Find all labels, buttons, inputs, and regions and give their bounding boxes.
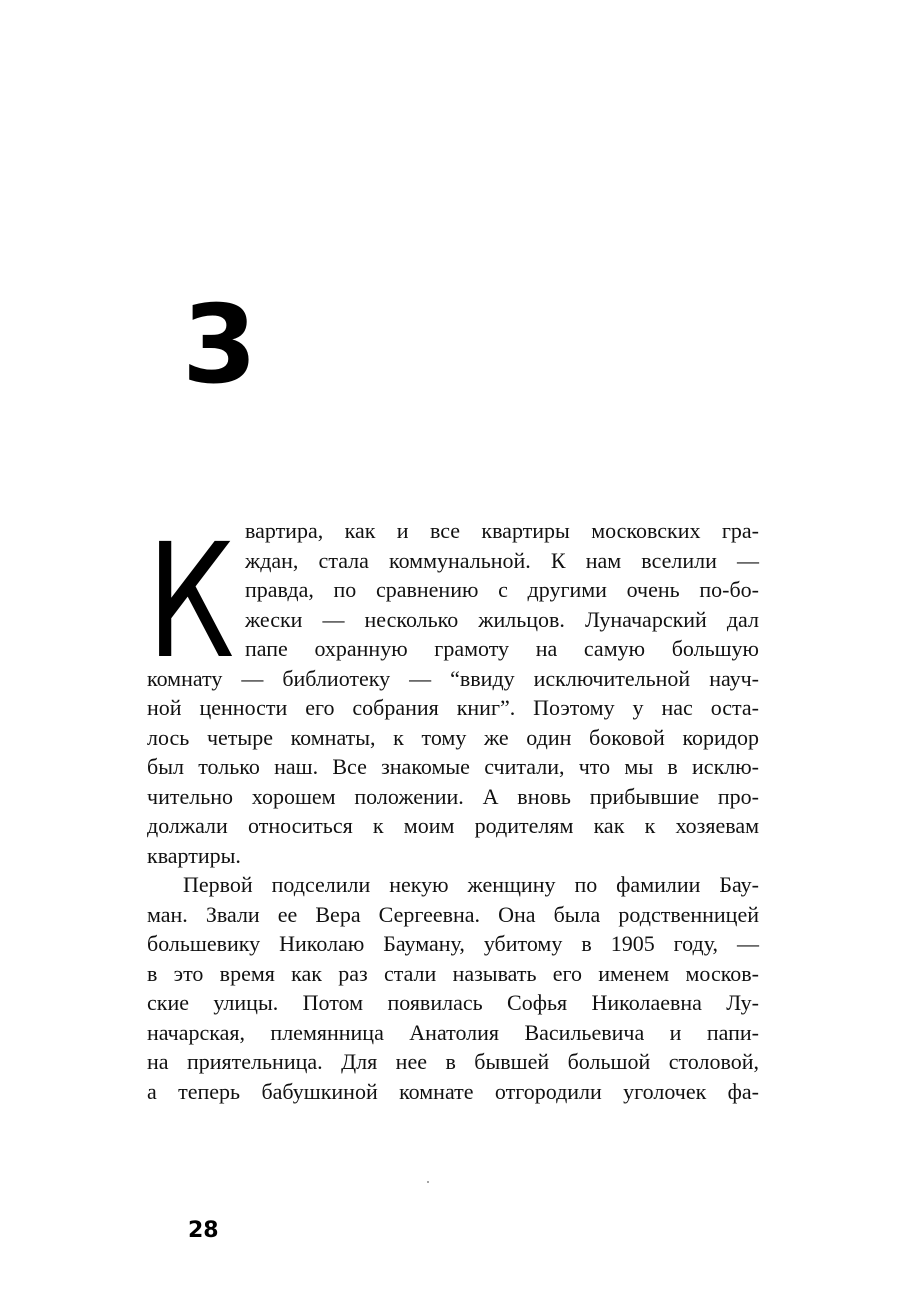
text-line: вартира, как и все квартиры московских гра- — [245, 518, 759, 543]
text-line: ждан, стала коммунальной. К нам вселили — — [245, 547, 759, 573]
chapter-body-text — [147, 510, 759, 1106]
text-line: правда, по сравнению с другими очень по-бо- — [245, 577, 759, 602]
page-number: 28 — [188, 1218, 219, 1243]
print-mark — [427, 1181, 429, 1183]
text-line: папе охранную грамоту на самую большую — [245, 636, 759, 661]
text-line: квартиры. — [147, 842, 241, 868]
text-line: Первой подселили некую женщину по фамилии Бау- — [183, 872, 759, 897]
text-line: ские улицы. Потом появилась Софья Николаевна Лу- — [147, 990, 759, 1015]
text-line: в это время как раз стали называть его именем москов- — [147, 960, 759, 986]
text-line: был только наш. Все знакомые считали, что мы в исклю- — [147, 754, 759, 779]
text-line: жески — несколько жильцов. Луначарский дал — [245, 606, 759, 632]
chapter-number: 3 — [182, 283, 258, 408]
drop-cap: К — [147, 510, 235, 694]
text-line: большевику Николаю Бауману, убитому в 1905 году, — — [147, 931, 759, 956]
text-line: начарская, племянница Анатолия Васильевича и папи- — [147, 1019, 759, 1045]
text-line: лось четыре комнаты, к тому же один боковой коридор — [147, 724, 759, 750]
text-line: чительно хорошем положении. А вновь прибывшие про- — [147, 783, 759, 809]
text-line: должали относиться к моим родителям как к хозяевам — [147, 813, 759, 838]
text-line: ман. Звали ее Вера Сергеевна. Она была родственницей — [147, 901, 759, 927]
text-line: ной ценности его собрания книг”. Поэтому у нас оста- — [147, 695, 759, 720]
text-line: на приятельница. Для нее в бывшей большой столовой, — [147, 1049, 759, 1074]
text-line: а теперь бабушкиной комнате отгородили уголочек фа- — [147, 1078, 759, 1104]
text-line: комнату — библиотеку — “ввиду исключительной науч- — [147, 665, 759, 691]
